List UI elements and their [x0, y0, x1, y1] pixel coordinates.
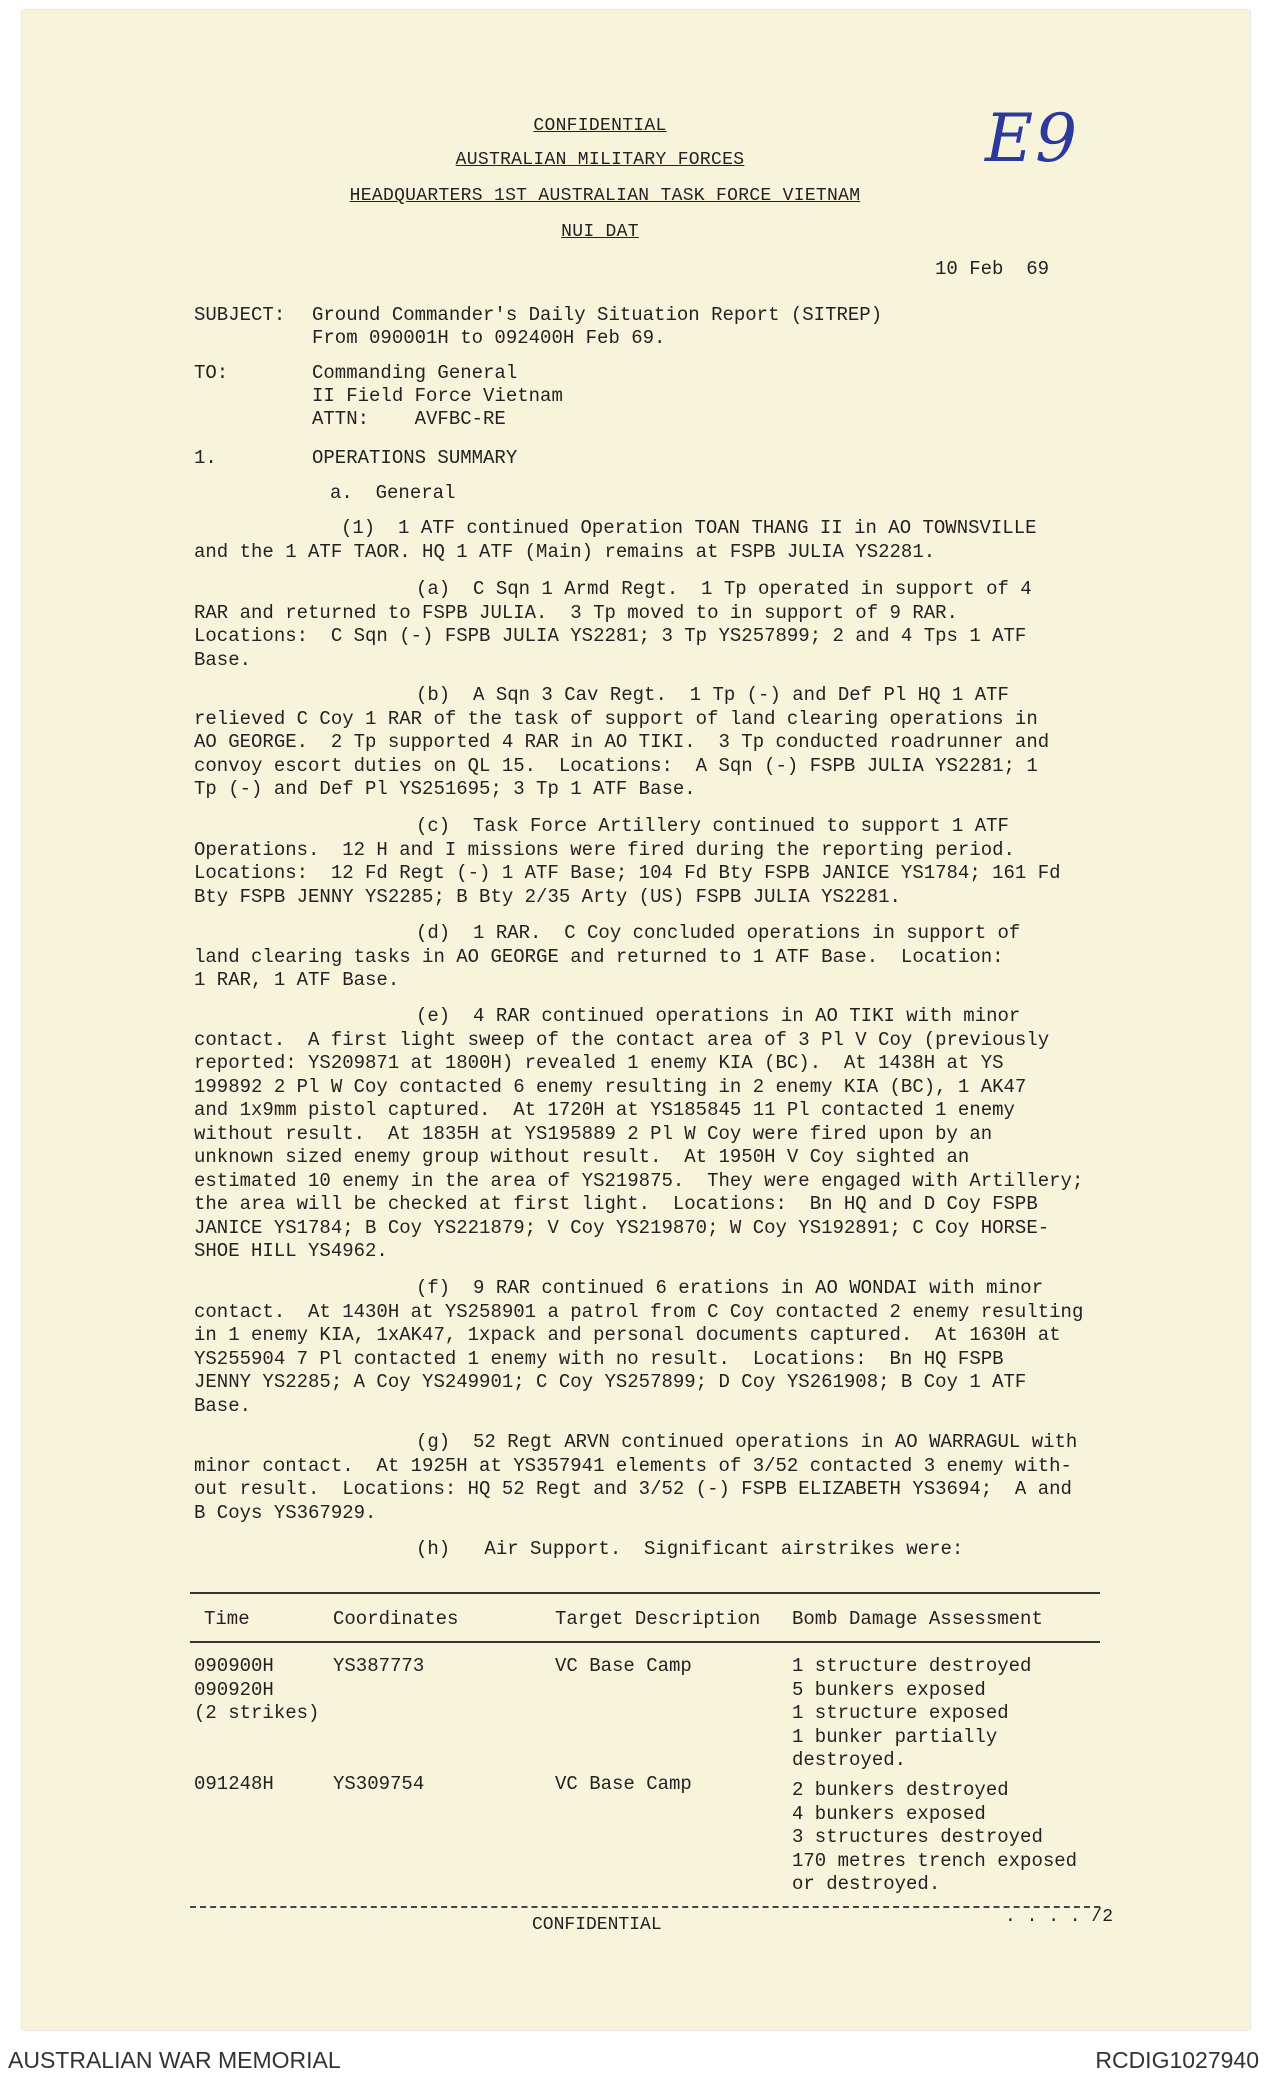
- subject-label: SUBJECT:: [194, 304, 286, 326]
- paragraph-line: contact. At 1430H at YS258901 a patrol from C Coy contacted 2 enemy resulting: [194, 1300, 1084, 1323]
- paragraph-h: (h) Air Support. Significant airstrikes were:: [416, 1538, 964, 1560]
- paragraph-line: (c) Task Force Artillery continued to support 1 ATF: [416, 815, 1009, 837]
- paragraph-line: (1) 1 ATF continued Operation TOAN THANG II in AO TOWNSVILLE: [341, 517, 1037, 539]
- paragraph-line: without result. At 1835H at YS195889 2 Pl W Coy were fired upon by an: [194, 1122, 993, 1145]
- paragraph-line: land clearing tasks in AO GEORGE and returned to 1 ATF Base. Location:: [194, 945, 1004, 968]
- paragraph-line: (e) 4 RAR continued operations in AO TIKI with minor: [416, 1005, 1021, 1027]
- paragraph-line: Base.: [194, 1394, 252, 1417]
- paragraph-line: estimated 10 enemy in the area of YS219875. They were engaged with Artillery;: [194, 1169, 1084, 1192]
- subject-line-1: Ground Commander's Daily Situation Report (SITREP): [312, 304, 883, 326]
- bottom-classification: CONFIDENTIAL: [532, 1915, 662, 1935]
- paragraph-line: and the 1 ATF TAOR. HQ 1 ATF (Main) remains at FSPB JULIA YS2281.: [194, 540, 936, 563]
- paragraph-line: the area will be checked at first light. Locations: Bn HQ and D Coy FSPB: [194, 1193, 1038, 1215]
- column-header-bda: Bomb Damage Assessment: [792, 1608, 1043, 1630]
- table-row-2-target: VC Base Camp: [555, 1773, 692, 1795]
- paragraph-line: YS255904 7 Pl contacted 1 enemy with no result. Locations: Bn HQ FSPB: [194, 1347, 1004, 1370]
- to-line-1: Commanding General: [312, 362, 518, 384]
- paragraph-line: unknown sized enemy group without result. At 1950H V Coy sighted an: [194, 1146, 970, 1168]
- paragraph-line: Tp (-) and Def Pl YS251695; 3 Tp 1 ATF Base.: [194, 778, 696, 800]
- column-header-coordinates: Coordinates: [333, 1608, 459, 1630]
- paragraph-1: [194, 517, 1118, 564]
- footer-record-id: RCDIG1027940: [1095, 2047, 1259, 2073]
- to-line-3: ATTN: AVFBC-RE: [312, 408, 506, 430]
- header-line-2: HEADQUARTERS 1ST AUSTRALIAN TASK FORCE VIETNAM: [349, 186, 861, 206]
- paragraph-line: minor contact. At 1925H at YS357941 elements of 3/52 contacted 3 enemy with-: [194, 1454, 1072, 1477]
- paragraph-line: (d) 1 RAR. C Coy concluded operations in support of: [416, 922, 1021, 944]
- paragraph-line: AO GEORGE. 2 Tp supported 4 RAR in AO TIKI. 3 Tp conducted roadrunner and: [194, 731, 1050, 753]
- table-row-1-coordinates: YS387773: [333, 1655, 425, 1677]
- paragraph-line: Base.: [194, 648, 252, 671]
- column-header-time: Time: [204, 1608, 250, 1630]
- to-line-2: II Field Force Vietnam: [312, 385, 563, 407]
- paragraph-b: [194, 684, 1118, 802]
- section-title: OPERATIONS SUMMARY: [312, 447, 518, 469]
- continuation-marker: . . . . /2: [1005, 1907, 1114, 1927]
- to-label: TO:: [194, 362, 229, 384]
- paragraph-g: [194, 1431, 1118, 1525]
- table-header-rule: [190, 1641, 1100, 1643]
- footer-archive-name: AUSTRALIAN WAR MEMORIAL: [8, 2047, 341, 2073]
- paragraph-line: reported: YS209871 at 1800H) revealed 1 enemy KIA (BC). At 1438H at YS: [194, 1052, 1004, 1074]
- table-row-1-bda: 1 structure destroyed 5 bunkers exposed 1 structure exposed 1 bunker partially destroyed.: [792, 1655, 1032, 1771]
- paragraph-line: (f) 9 RAR continued 6 erations in AO WONDAI with minor: [416, 1277, 1044, 1299]
- table-row-2-time: 091248H: [194, 1773, 274, 1795]
- paragraph-f: [194, 1277, 1118, 1418]
- paragraph-line: contact. A first light sweep of the contact area of 3 Pl V Coy (previously: [194, 1028, 1050, 1051]
- section-number: 1.: [194, 447, 217, 469]
- paragraph-line: (g) 52 Regt ARVN continued operations in AO WARRAGUL with: [416, 1431, 1078, 1453]
- table-row-1-time: 090900H 090920H (2 strikes): [194, 1655, 320, 1724]
- handwritten-annotation: E9: [985, 100, 1080, 177]
- header-line-1: AUSTRALIAN MILITARY FORCES: [455, 150, 745, 170]
- paragraph-line: convoy escort duties on QL 15. Locations: A Sqn (-) FSPB JULIA YS2281; 1: [194, 754, 1038, 777]
- paragraph-line: and 1x9mm pistol captured. At 1720H at YS185845 11 Pl contacted 1 enemy: [194, 1099, 1015, 1121]
- table-bottom-rule: [190, 1906, 1100, 1908]
- document-date: 10 Feb 69: [935, 258, 1050, 280]
- paragraph-line: 1 RAR, 1 ATF Base.: [194, 969, 400, 991]
- table-row-2-coordinates: YS309754: [333, 1773, 425, 1795]
- paragraph-d: [194, 922, 1118, 993]
- paragraph-line: JANICE YS1784; B Coy YS221879; V Coy YS219870; W Coy YS192891; C Coy HORSE-: [194, 1216, 1050, 1239]
- table-row-1-target: VC Base Camp: [555, 1655, 692, 1677]
- paragraph-line: (a) C Sqn 1 Armd Regt. 1 Tp operated in support of 4: [416, 578, 1032, 600]
- subject-line-2: From 090001H to 092400H Feb 69.: [312, 327, 666, 349]
- header-line-3: NUI DAT: [561, 222, 639, 242]
- paragraph-line: 199892 2 Pl W Coy contacted 6 enemy resulting in 2 enemy KIA (BC), 1 AK47: [194, 1075, 1027, 1098]
- paragraph-line: JENNY YS2285; A Coy YS249901; C Coy YS257899; D Coy YS261908; B Coy 1 ATF: [194, 1371, 1027, 1393]
- paragraph-line: Locations: C Sqn (-) FSPB JULIA YS2281; 3 Tp YS257899; 2 and 4 Tps 1 ATF: [194, 625, 1027, 647]
- paragraph-line: relieved C Coy 1 RAR of the task of support of land clearing operations in: [194, 707, 1038, 730]
- paragraph-line: Operations. 12 H and I missions were fired during the reporting period.: [194, 838, 1015, 861]
- paragraph-line: (b) A Sqn 3 Cav Regt. 1 Tp (-) and Def Pl HQ 1 ATF: [416, 684, 1009, 706]
- paragraph-c: [194, 815, 1118, 909]
- subsection-general: a. General: [330, 482, 456, 504]
- paragraph-a: [194, 578, 1118, 672]
- paragraph-line: RAR and returned to FSPB JULIA. 3 Tp moved to in support of 9 RAR.: [194, 601, 958, 624]
- paragraph-e: [194, 1005, 1118, 1264]
- paragraph-line: Locations: 12 Fd Regt (-) 1 ATF Base; 104 Fd Bty FSPB JANICE YS1784; 161 Fd: [194, 862, 1061, 884]
- paragraph-line: B Coys YS367929.: [194, 1501, 377, 1524]
- paragraph-line: out result. Locations: HQ 52 Regt and 3/52 (-) FSPB ELIZABETH YS3694; A and: [194, 1478, 1072, 1500]
- paragraph-line: Bty FSPB JENNY YS2285; B Bty 2/35 Arty (US) FSPB JULIA YS2281.: [194, 885, 901, 908]
- column-header-target: Target Description: [555, 1608, 761, 1630]
- paragraph-line: SHOE HILL YS4962.: [194, 1240, 388, 1262]
- classification-header: CONFIDENTIAL: [533, 116, 667, 136]
- table-top-rule: [190, 1592, 1100, 1594]
- table-row-2-bda: 2 bunkers destroyed 4 bunkers exposed 3 structures destroyed 170 metres trench exposed or destroyed.: [792, 1779, 1078, 1895]
- paragraph-line: in 1 enemy KIA, 1xAK47, 1xpack and personal documents captured. At 1630H at: [194, 1324, 1061, 1346]
